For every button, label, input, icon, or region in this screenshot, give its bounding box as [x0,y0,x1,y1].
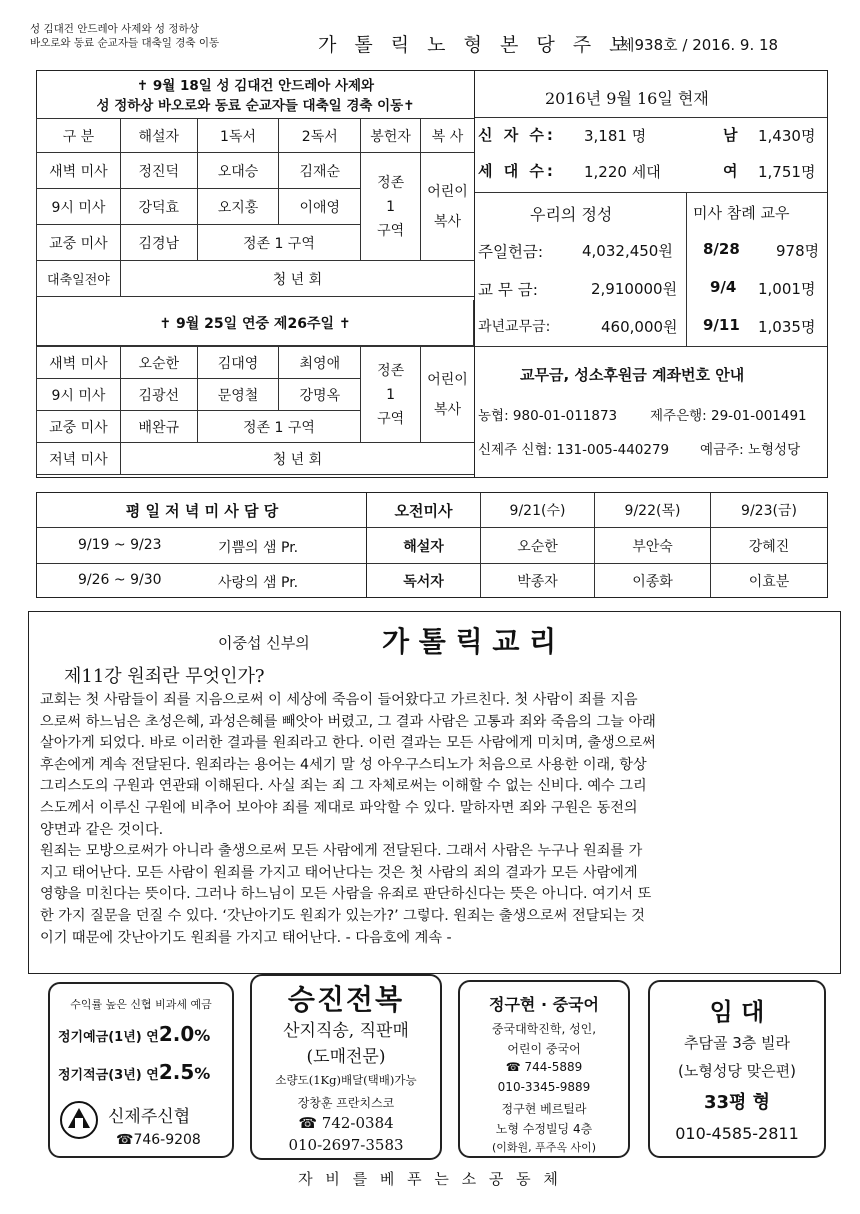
cu-deposit-label: 정기예금(1년) 연 [58,1030,159,1045]
rent-line3: 33평 형 [703,1092,771,1113]
cu-deposit [58,1022,210,1046]
account-jeju: 제주은행: 29-01-001491 [650,408,807,424]
divider [475,192,827,193]
weekday-dates: 9/19 ~ 9/23 [78,537,162,553]
attendance-count: 1,035명 [758,318,816,336]
issue-number: 제938호 / 2016. 9. 18 [620,36,779,54]
credit-union-logo [58,1100,100,1140]
role-label: 독서자 [403,573,444,590]
cell: 청 년 회 [120,261,474,297]
cu-percent: % [194,1026,211,1045]
server-line: 어린이 [427,371,468,388]
role-name: 오순한 [517,538,558,555]
schedule1-table [36,118,475,297]
server-line: 복사 [433,213,462,230]
bulletin-title: 가 톨 릭 노 형 본 당 주 보 [318,34,634,56]
offering-label: 과년교무금: [478,319,551,335]
attendance-header: 미사 참례 교우 [693,204,790,222]
body-line: 지고 태어난다. 모든 사람이 원죄를 가지고 태어난다는 것은 첫 사람의 죄의 결과가 모든 사람에게 [40,864,638,881]
offering-value: 460,000원 [601,318,678,336]
rent-phone: 010-4585-2811 [675,1124,799,1143]
attendance-count: 978명 [776,242,820,260]
body-line: 한 가지 질문을 던질 수 있다. ‘갓난아기도 원죄가 있는가?’ 그렇다. 원죄는 출생으로써 전달되는 것 [40,907,645,924]
cell: 오대승 [197,153,279,189]
lesson-title: 제11강 원죄란 무엇인가? [64,666,265,687]
female-value: 1,751명 [758,163,816,181]
row-label: 9시 미사 [37,189,121,225]
chinese-line3: 정구현 베르틸라 [501,1102,587,1116]
cell: 강명옥 [279,379,361,411]
cell: 최영애 [279,347,361,379]
cell: 문영철 [197,379,279,411]
cu-savings [58,1060,210,1084]
attendance-date: 9/4 [710,278,737,296]
role-name: 부안숙 [632,538,673,555]
cell: 이애영 [279,189,361,225]
believers-value: 3,181 명 [584,127,647,145]
chinese-line1: 중국대학진학, 성인, [491,1022,597,1036]
catechism-right-rule [840,611,841,973]
cell: 김경남 [120,225,197,261]
female-label: 여 [723,162,741,180]
cu-savings-label: 정기적금(3년) 연 [58,1068,159,1083]
ad-chinese [458,980,630,1158]
cu-savings-rate: 2.5 [158,1060,195,1084]
cell: 정진덕 [120,153,197,189]
server-cell [421,153,475,261]
schedule1-title [37,72,474,120]
cell: 김재순 [279,153,361,189]
offerer-line: 정존 [377,174,405,191]
offering-label: 주일헌금: [478,243,544,261]
male-value: 1,430명 [758,127,816,145]
chinese-phone1: ☎ 744-5889 [505,1060,583,1074]
attendance-date: 8/28 [703,240,740,258]
chinese-line4: 노형 수정빌딩 4층 [495,1122,593,1136]
morning-head: 오전미사 [394,501,453,520]
row-label: 교중 미사 [37,411,121,443]
weekday-title: 평 일 저 녁 미 사 담 당 [125,501,279,520]
col-header: 구 분 [37,119,121,153]
offerer-line: 구역 [377,222,405,239]
households-label: 세 대 수: [478,162,556,180]
fishery-line4: 장창훈 프란치스코 [297,1096,395,1110]
fishery-line2: (도매전문) [306,1047,386,1067]
chinese-name: 정구현 · 중국어 [489,995,599,1014]
stats-date: 2016년 9월 16일 현재 [545,89,709,108]
role-label: 해설자 [403,538,444,555]
row-label: 새벽 미사 [37,347,121,379]
cell: 강덕효 [120,189,197,225]
weekday-group: 기쁨의 샘 Pr. [218,540,299,556]
cell: 김대영 [197,347,279,379]
offerer-cell [361,153,421,261]
offerer-cell [361,347,421,443]
morning-day: 9/21(수) [509,503,566,519]
chinese-line5: (이화원, 푸주옥 사이) [491,1141,597,1154]
rent-title: 임 대 [709,998,765,1026]
account-title: 교무금, 성소후원금 계좌번호 안내 [520,366,745,384]
fishery-line3: 소량도(1Kg)배달(택배)가능 [275,1073,417,1087]
attendance-date: 9/11 [703,316,740,334]
schedule2-title: ✝ 9월 25일 연중 제26주일 ✝ [37,300,474,346]
offerer-line: 1 [386,198,396,215]
body-line: 원죄는 모방으로써가 아니라 출생으로써 모든 사람에게 전달된다. 그래서 사람은 누구나 원죄를 가 [40,843,643,860]
cell: 오지홍 [197,189,279,225]
cell: 김광선 [120,379,197,411]
fishery-phone1: ☎ 742-0384 [298,1114,394,1132]
account-cu: 신제주 신협: 131-005-440279 [478,442,670,458]
row-label: 대축일전야 [37,261,121,297]
body-line: 스도께서 이루신 구원에 비추어 보아야 죄를 제대로 파악할 수 있다. 말하자면 죄와 구원은 동전의 [40,799,638,816]
col-header: 해설자 [120,119,197,153]
catechism-body [40,690,830,949]
footer-motto: 자 비 를 베 푸 는 소 공 동 체 [298,1170,562,1188]
schedule2-table [36,346,475,475]
ad-fishery [250,974,442,1160]
households-value: 1,220 세대 [584,163,661,181]
offering-label: 교 무 금: [478,281,538,299]
cu-headline: 수익률 높은 신협 비과세 예금 [70,998,212,1011]
divider [686,192,687,347]
row-label: 새벽 미사 [37,153,121,189]
schedule1-title-line2: 성 정하상 바오로와 동료 순교자들 대축일 경축 이동✝ [96,98,415,114]
col-header: 봉헌자 [361,119,421,153]
ad-credit-union [48,982,234,1158]
offering-header: 우리의 정성 [530,205,613,224]
offerer-line: 구역 [377,410,405,427]
col-header: 복 사 [421,119,475,153]
attendance-count: 1,001명 [758,280,816,298]
cell: 오순한 [120,347,197,379]
header-sub-line2: 바오로와 동료 순교자들 대축일 경축 이동 [30,37,220,49]
catechism-top-rule [28,611,840,612]
morning-day: 9/23(금) [741,503,797,519]
body-line: 살아가게 되었다. 바로 이러한 결과를 원죄라고 한다. 이런 결과는 모든 사람에게 미치며, 출생으로써 [40,735,656,752]
cell: 정존 1 구역 [197,225,361,261]
col-header: 2독서 [279,119,361,153]
divider [475,346,827,347]
offering-value: 4,032,450원 [582,242,673,260]
cu-percent: % [194,1064,211,1083]
account-holder: 예금주: 노형성당 [700,442,801,458]
row-label: 저녁 미사 [37,443,121,475]
catechism-byline: 이중섭 신부의 [218,634,310,652]
catechism-left-rule [28,611,29,973]
male-label: 남 [723,126,741,144]
weekday-group: 사랑의 샘 Pr. [218,575,299,591]
chinese-phone2: 010-3345-9889 [497,1080,591,1094]
role-name: 강혜진 [748,538,790,555]
account-nh: 농협: 980-01-011873 [478,408,618,424]
cu-phone: ☎746-9208 [116,1132,201,1148]
server-cell [421,347,475,443]
offering-value: 2,910000원 [591,280,678,298]
role-name: 이효분 [748,573,790,590]
offerer-line: 정존 [377,362,405,379]
catechism-title: 가 톨 릭 교 리 [382,625,557,658]
cell: 청 년 회 [120,443,474,475]
cell: 정존 1 구역 [197,411,361,443]
role-name: 이종화 [632,573,673,590]
body-line: 교회는 첫 사람들이 죄를 지음으로써 이 세상에 죽음이 들어왔다고 가르친다. 첫 사람이 죄를 지음 [40,692,638,708]
col-header: 1독서 [197,119,279,153]
row-label: 9시 미사 [37,379,121,411]
server-line: 복사 [433,401,462,418]
body-line: 으로써 하느님은 초성은혜, 과성은혜를 빼앗아 버렸고, 그 결과 사람은 고통과 죄와 죽음의 그늘 아래 [40,713,656,730]
catechism-bottom-rule [28,973,841,974]
morning-day: 9/22(목) [624,503,681,519]
weekday-dates: 9/26 ~ 9/30 [78,572,162,588]
row-label: 교중 미사 [37,225,121,261]
header-subtitle [30,22,219,50]
schedule1-title-line1: ✝ 9월 18일 성 김대건 안드레아 사제와 [136,78,375,94]
server-line: 어린이 [427,183,468,200]
body-line: 양면과 같은 것이다. [40,821,164,838]
offerer-line: 1 [386,386,396,403]
body-line: 그리스도의 구원과 연관돼 이해된다. 사실 죄는 죄 그 자체로써는 이해할 수 없는 신비다. 예수 그리 [40,778,647,795]
body-line: 이기 때문에 갓난아기도 원죄를 가지고 태어난다. - 다음호에 계속 - [40,929,452,946]
cu-name: 신제주신협 [108,1107,191,1127]
ad-rent [648,980,826,1158]
believers-label: 신 자 수: [478,126,556,144]
role-name: 박종자 [517,573,558,590]
header-sub-line1: 성 김대건 안드레아 사제와 성 정하상 [30,23,199,35]
chinese-line2: 어린이 중국어 [507,1042,581,1056]
cu-deposit-rate: 2.0 [158,1022,195,1046]
rent-line2: (노형성당 맞은편) [678,1062,796,1080]
fishery-phone2: 010-2697-3583 [288,1136,404,1154]
rent-line1: 추담골 3층 빌라 [683,1034,791,1052]
fishery-name: 승진전복 [287,983,405,1016]
fishery-line1: 산지직송, 직판매 [283,1021,409,1041]
body-line: 후손에게 계속 전달된다. 원죄라는 용어는 4세기 말 성 아우구스티노가 처음으로 사용한 이래, 항상 [40,756,647,773]
body-line: 영향을 미친다는 뜻이다. 그러나 하느님이 모든 사람을 유죄로 판단하신다는 뜻은 아니다. 여기서 또 [40,886,652,903]
section-divider [474,70,475,478]
divider [475,117,827,118]
cell: 배완규 [120,411,197,443]
